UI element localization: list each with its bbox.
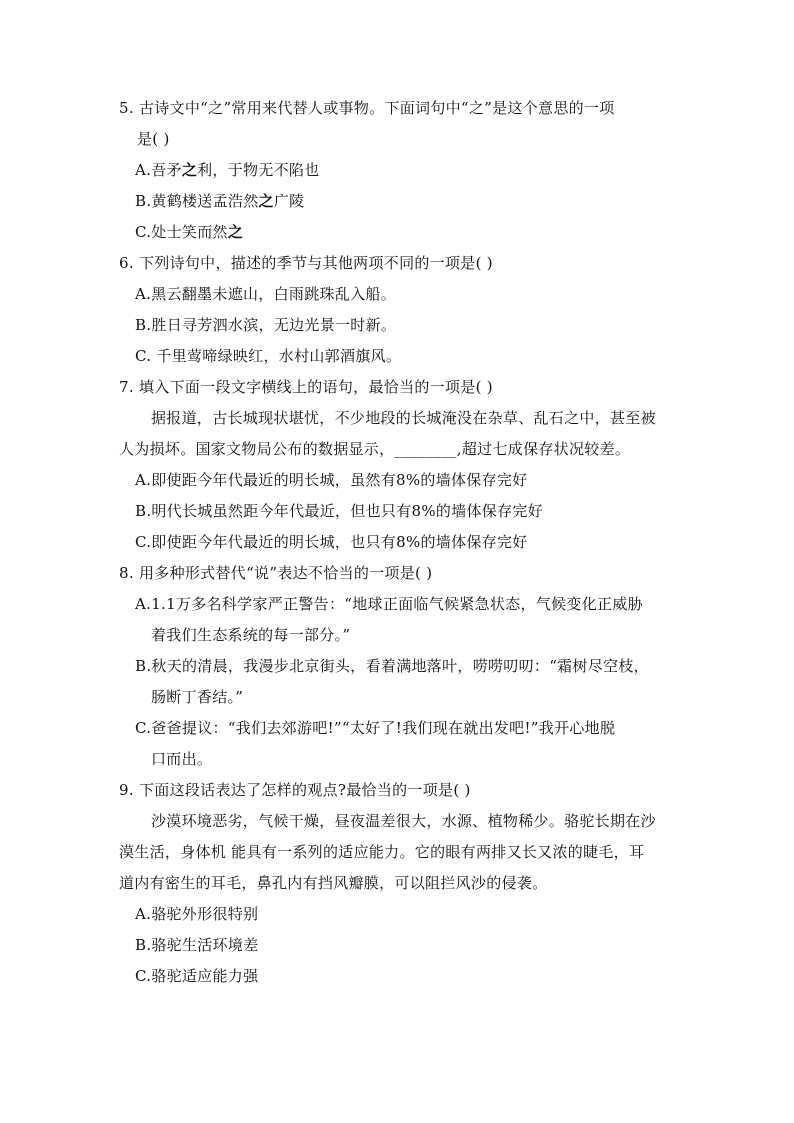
question-6-option-c: C. 千里莺啼绿映红，水村山郭酒旗风。 [135, 347, 402, 365]
question-7-passage-line-2: 人为损坏。国家文物局公布的数据显示，________,超过七成保存状况较差。 [119, 440, 631, 458]
question-6-stem: 6. 下列诗句中，描述的季节与其他两项不同的一项是( ) [119, 254, 493, 272]
option-text: B.黄鹤楼送孟浩然 [135, 192, 259, 210]
question-6-option-a: A.黑云翻墨未遮山，白雨跳珠乱入船。 [135, 285, 397, 303]
emphasized-character: 之 [227, 223, 244, 241]
question-5-stem-line-1: 5. 古诗文中“之”常用来代替人或事物。下面词句中“之”是这个意思的一项 [119, 99, 615, 117]
question-6-option-b: B.胜日寻芳泗水滨，无边光景一时新。 [135, 316, 397, 334]
question-9-option-b: B.骆驼生活环境差 [135, 936, 259, 954]
option-text: 利，于物无不陷也 [197, 161, 320, 179]
question-8-option-b-line-1: B.秋天的清晨，我漫步北京街头，看着满地落叶，唠唠叨叨：“霜树尽空枝， [135, 657, 649, 675]
question-5-option-b [135, 191, 304, 211]
question-9-option-c: C.骆驼适应能力强 [135, 967, 259, 985]
question-9-passage-line-3: 道内有密生的耳毛，鼻孔内有挡风瓣膜，可以阻拦风沙的侵袭。 [119, 874, 548, 892]
question-8-option-c-line-2: 口而出。 [151, 750, 213, 768]
question-7-option-c: C.即使距今年代最近的明长城，也只有8%的墙体保存完好 [135, 533, 528, 551]
question-8-option-c-line-1: C.爸爸提议：“我们去郊游吧!”“太好了!我们现在就出发吧!”我开心地脱 [135, 719, 616, 737]
question-7-option-a: A.即使距今年代最近的明长城，虽然有8%的墙体保存完好 [135, 471, 528, 489]
question-9-passage-line-2: 漠生活，身体机 能具有一系列的适应能力。它的眼有两排又长又浓的睫毛，耳 [119, 843, 645, 861]
question-5-stem-line-2: 是( ) [137, 130, 170, 148]
question-5-option-c [135, 222, 243, 242]
question-9-option-a: A.骆驼外形很特别 [135, 905, 259, 923]
question-8-option-a-line-1: A.1.1万多名科学家严正警告：“地球正面临气候紧急状态，气候变化正威胁 [135, 595, 643, 613]
option-text: 广陵 [273, 192, 305, 210]
question-8-stem: 8. 用多种形式替代“说”表达不恰当的一项是( ) [119, 564, 433, 582]
question-7-option-b: B.明代长城虽然距今年代最近，但也只有8%的墙体保存完好 [135, 502, 543, 520]
question-5-option-a [135, 160, 320, 180]
emphasized-character: 之 [258, 192, 274, 210]
question-8-option-a-line-2: 着我们生态系统的每一部分。” [151, 626, 351, 644]
question-9-passage-line-1: 沙漠环境恶劣，气候干燥，昼夜温差很大，水源、植物稀少。骆驼长期在沙 [151, 812, 656, 830]
emphasized-character: 之 [181, 161, 198, 179]
question-9-stem: 9. 下面这段话表达了怎样的观点?最恰当的一项是( ) [119, 781, 471, 799]
question-8-option-b-line-2: 肠断丁香结。” [151, 688, 244, 706]
question-7-stem: 7. 填入下面一段文字横线上的语句，最恰当的一项是( ) [119, 378, 493, 396]
question-7-passage-line-1: 据报道，古长城现状堪忧，不少地段的长城淹没在杂草、乱石之中，甚至被 [151, 409, 656, 427]
option-text: C.处士笑而然 [135, 223, 228, 241]
option-text: A.吾矛 [135, 161, 182, 179]
